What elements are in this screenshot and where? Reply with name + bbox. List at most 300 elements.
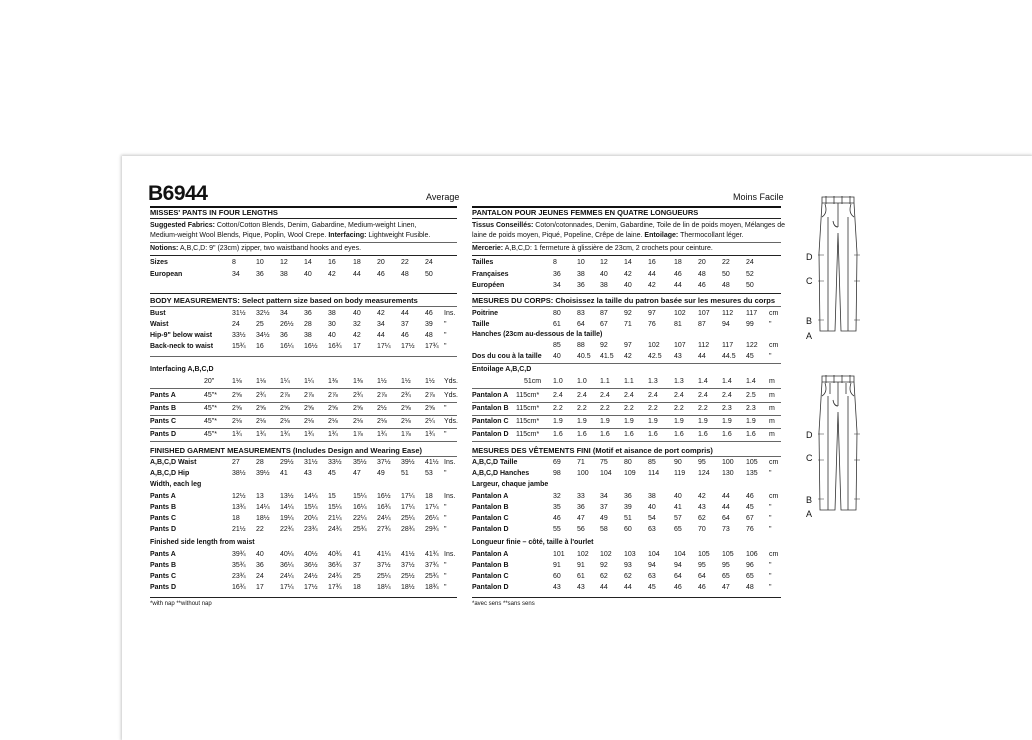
rule — [150, 402, 457, 403]
yardage-unit: " — [444, 431, 447, 438]
side-cell: 37¾ — [425, 562, 439, 569]
longueur-row-label: Pantalon D — [472, 584, 509, 591]
metrage-width: 115cm* — [516, 418, 540, 425]
body-cell: 17¾ — [425, 343, 439, 350]
finished-cell: 35½ — [353, 459, 367, 466]
body-cell: 39 — [425, 321, 433, 328]
yardage-cell: 1¾ — [280, 431, 290, 438]
longueur-cell: 64 — [674, 573, 682, 580]
side-cell: 18 — [353, 584, 361, 591]
body-cell: 48 — [425, 332, 433, 339]
width-cell: 21¼ — [328, 515, 342, 522]
longueur-cell: 104 — [648, 551, 660, 558]
yardage-cell: 2⅛ — [304, 418, 314, 425]
body-cell: 40 — [353, 310, 361, 317]
rule — [472, 441, 781, 442]
largeur-cell: 49 — [600, 515, 608, 522]
fabrics-fr-line2 — [472, 232, 744, 239]
hanches-cell: 112 — [698, 342, 710, 349]
longueur-unit: " — [769, 573, 772, 580]
metrage-cell: 1.6 — [698, 431, 708, 438]
metrage-cell: 1.6 — [746, 431, 756, 438]
mesure-cell: 61 — [553, 321, 561, 328]
yardage-cell: 2⅝ — [256, 405, 266, 412]
entoilage-cell: 1.4 — [722, 378, 732, 385]
width-cell: 24¾ — [328, 526, 342, 533]
largeur-cell: 34 — [600, 493, 608, 500]
metrage-cell: 1.9 — [746, 418, 756, 425]
side-cell: 40½ — [304, 551, 318, 558]
rule — [150, 456, 457, 457]
interfacing-cell: 1⅜ — [328, 378, 338, 385]
metrage-cell: 2.2 — [553, 405, 563, 412]
european-label: European — [150, 271, 183, 278]
body-cell: 30 — [328, 321, 336, 328]
longueur-cell: 44 — [600, 584, 608, 591]
body-row-label: Hip-9" below waist — [150, 332, 213, 339]
metrage-cell: 2.2 — [577, 405, 587, 412]
taille-cell: 12 — [600, 259, 608, 266]
body-cell: 38 — [328, 310, 336, 317]
yardage-cell: 2⅝ — [232, 392, 242, 399]
mesure-cell: 94 — [722, 321, 730, 328]
mesure-row-label: Poitrine — [472, 310, 499, 317]
body-cell: 16¾ — [328, 343, 342, 350]
side-row-label: Pants C — [150, 573, 177, 580]
width-cell: 22¼ — [353, 515, 367, 522]
yardage-cell: 2⅛ — [280, 418, 290, 425]
difficulty-fr: Moins Facile — [733, 192, 784, 202]
entoilage-cell: 1.4 — [746, 378, 756, 385]
rule — [150, 441, 457, 442]
longueur-cell: 94 — [648, 562, 656, 569]
european-size-cell: 38 — [280, 271, 288, 278]
longueur-cell: 105 — [722, 551, 734, 558]
side-cell: 24 — [256, 573, 264, 580]
hanches-cell: 88 — [577, 342, 585, 349]
largeur-unit: " — [769, 515, 772, 522]
taille-cell: 18 — [674, 259, 682, 266]
fabrics-fr — [472, 222, 785, 229]
metrage-unit: m — [769, 431, 775, 438]
francaises-label: Françaises — [472, 271, 509, 278]
rule — [472, 428, 781, 429]
interfacing-label-fr: Entoilage: — [644, 232, 679, 239]
side-row-label: Pants D — [150, 584, 177, 591]
yardage-cell: 2⅞ — [328, 392, 338, 399]
europeen-size-cell: 36 — [577, 282, 585, 289]
yardage-cell: 2½ — [377, 405, 387, 412]
francaise-size-cell: 50 — [722, 271, 730, 278]
longueur-cell: 96 — [746, 562, 754, 569]
metrage-cell: 2.2 — [674, 405, 684, 412]
width-cell: 29¾ — [425, 526, 439, 533]
yardage-width: 45"* — [204, 431, 217, 438]
fini-cell: 75 — [600, 459, 608, 466]
size-cell: 20 — [377, 259, 385, 266]
hanches-cell: 92 — [600, 342, 608, 349]
metrage-cell: 2.3 — [746, 405, 756, 412]
width-cell: 24¼ — [377, 515, 391, 522]
width-cell: 16¾ — [377, 504, 391, 511]
longueur-cell: 106 — [746, 551, 758, 558]
width-row-label: Pants A — [150, 493, 176, 500]
width-cell: 20¼ — [304, 515, 318, 522]
rule — [472, 255, 781, 256]
body-cell: 36 — [280, 332, 288, 339]
mesure-cell: 81 — [674, 321, 682, 328]
side-cell: 18½ — [401, 584, 415, 591]
metrage-cell: 2.2 — [624, 405, 634, 412]
longueur-cell: 91 — [577, 562, 585, 569]
width-cell: 17¼ — [401, 504, 415, 511]
metrage-row-label: Pantalon C — [472, 418, 509, 425]
body-cell: 38 — [304, 332, 312, 339]
largeur-row-label: Pantalon C — [472, 515, 509, 522]
european-size-cell: 44 — [353, 271, 361, 278]
width-cell: 16½ — [377, 493, 391, 500]
rule — [472, 388, 781, 389]
rule — [472, 402, 781, 403]
mesure-cell: 80 — [553, 310, 561, 317]
largeur-cell: 45 — [746, 504, 754, 511]
europeen-size-cell: 40 — [624, 282, 632, 289]
rule — [472, 597, 781, 598]
view-letter-top: A — [806, 331, 813, 341]
yardage-cell: 2⅛ — [377, 418, 387, 425]
body-cell: 33½ — [232, 332, 246, 339]
largeur-cell: 64 — [722, 515, 730, 522]
notions-text: A,B,C,D: 9" (23cm) zipper, two waistband hooks and eyes. — [178, 245, 362, 252]
largeur-cell: 41 — [674, 504, 682, 511]
width-cell: 15¼ — [328, 504, 342, 511]
body-cell: 24 — [232, 321, 240, 328]
largeur-cell: 40 — [648, 504, 656, 511]
largeur-cell: 60 — [624, 526, 632, 533]
metrage-cell: 1.6 — [553, 431, 563, 438]
side-cell: 25 — [353, 573, 361, 580]
yardage-cell: 2¼ — [425, 418, 435, 425]
rule — [150, 356, 457, 357]
finished-cell: 53 — [425, 470, 433, 477]
largeur-row-label: Pantalon B — [472, 504, 509, 511]
dos-cell: 40.5 — [577, 353, 591, 360]
hanches-cell: 107 — [674, 342, 686, 349]
body-cell: 44 — [377, 332, 385, 339]
longueur-cell: 64 — [698, 573, 706, 580]
finished-cell: 29½ — [280, 459, 294, 466]
yardage-width: 45"* — [204, 405, 217, 412]
metrage-cell: 1.6 — [722, 431, 732, 438]
title-rule-bottom — [150, 218, 457, 219]
mesure-unit: cm — [769, 310, 779, 317]
rule — [150, 428, 457, 429]
longueur-cell: 47 — [722, 584, 730, 591]
view-letter-bottom: B — [806, 495, 813, 505]
largeur-cell: 33 — [577, 493, 585, 500]
width-cell: 17¼ — [401, 493, 415, 500]
size-cell: 16 — [328, 259, 336, 266]
interfacing-width: 20" — [204, 378, 215, 385]
european-size-cell: 48 — [401, 271, 409, 278]
european-size-cell: 46 — [377, 271, 385, 278]
width-cell: 28¾ — [401, 526, 415, 533]
largeur-cell: 46 — [746, 493, 754, 500]
side-cell: 40 — [256, 551, 264, 558]
side-cell: 41½ — [401, 551, 415, 558]
taille-cell: 8 — [553, 259, 557, 266]
title-fr: PANTALON POUR JEUNES FEMMES EN QUATRE LONGUEURS — [472, 208, 699, 217]
mesure-cell: 87 — [698, 321, 706, 328]
side-cell: 16¾ — [232, 584, 246, 591]
largeur-cell: 44 — [722, 493, 730, 500]
width-cell: 22 — [256, 526, 264, 533]
metrage-cell: 1.9 — [722, 418, 732, 425]
entoilage-cell: 1.3 — [674, 378, 684, 385]
entoilage-cell: 1.1 — [624, 378, 634, 385]
dos-cell: 40 — [553, 353, 561, 360]
body-cell: 37 — [401, 321, 409, 328]
interfacing-header-en: Interfacing A,B,C,D — [150, 366, 214, 373]
yardage-cell: 2⅞ — [304, 392, 314, 399]
title-en: MISSES' PANTS IN FOUR LENGTHS — [150, 208, 278, 217]
dos-cell: 45 — [746, 353, 754, 360]
interfacing-cell: 1¼ — [280, 378, 290, 385]
yardage-unit: " — [444, 405, 447, 412]
fabrics-en — [150, 222, 417, 229]
body-cell: 32½ — [256, 310, 270, 317]
body-cell: 46 — [425, 310, 433, 317]
yardage-cell: 2⅛ — [256, 418, 266, 425]
finished-row-label: A,B,C,D Hip — [150, 470, 190, 477]
finished-cell: 51 — [401, 470, 409, 477]
longueur-cell: 102 — [600, 551, 612, 558]
europeen-size-cell: 46 — [698, 282, 706, 289]
finished-cell: 49 — [377, 470, 385, 477]
body-cell: 32 — [353, 321, 361, 328]
width-cell: 14¼ — [256, 504, 270, 511]
fabrics-text: Cotton/Cotton Blends, Denim, Gabardine, Medium-weight Linen, — [214, 222, 417, 229]
finished-cell: 45 — [328, 470, 336, 477]
metrage-cell: 1.6 — [577, 431, 587, 438]
european-size-cell: 36 — [256, 271, 264, 278]
largeur-cell: 40 — [674, 493, 682, 500]
yardage-width: 45"* — [204, 392, 217, 399]
largeur-cell: 35 — [553, 504, 561, 511]
yardage-cell: 1¾ — [256, 431, 266, 438]
side-unit: " — [444, 562, 447, 569]
fabrics-label-fr: Tissus Conseillés: — [472, 222, 534, 229]
hanches-cell: 122 — [746, 342, 758, 349]
taille-cell: 10 — [577, 259, 585, 266]
yardage-cell: 1¾ — [328, 431, 338, 438]
entoilage-cell: 1.1 — [600, 378, 610, 385]
finished-unit: " — [444, 470, 447, 477]
finished-cell: 39½ — [256, 470, 270, 477]
notions-label-fr: Mercerie: — [472, 245, 504, 252]
largeur-cell: 44 — [722, 504, 730, 511]
longueur-cell: 46 — [674, 584, 682, 591]
side-cell: 24½ — [304, 573, 318, 580]
longueur-cell: 43 — [553, 584, 561, 591]
largeur-cell: 36 — [577, 504, 585, 511]
sizes-label: Sizes — [150, 259, 168, 266]
metrage-row-label: Pantalon B — [472, 405, 509, 412]
view-letter-top: C — [806, 276, 813, 286]
largeur-unit: " — [769, 504, 772, 511]
entoilage-width: 51cm — [524, 378, 542, 385]
width-cell: 13 — [256, 493, 264, 500]
metrage-cell: 1.9 — [600, 418, 610, 425]
european-size-cell: 50 — [425, 271, 433, 278]
mesure-cell: 87 — [600, 310, 608, 317]
mesure-cell: 107 — [698, 310, 710, 317]
rule — [150, 415, 457, 416]
notions-fr — [472, 245, 713, 252]
dos-label: Dos du cou à la taille — [472, 353, 542, 360]
metrage-cell: 2.4 — [722, 392, 732, 399]
metrage-unit: m — [769, 392, 775, 399]
interfacing-cell: 1½ — [425, 378, 435, 385]
hanches-cell: 97 — [624, 342, 632, 349]
europeen-size-cell: 50 — [746, 282, 754, 289]
width-cell: 15¼ — [353, 493, 367, 500]
finished-title-en: FINISHED GARMENT MEASUREMENTS (Includes Design and Wearing Ease) — [150, 446, 422, 455]
finished-cell: 39½ — [401, 459, 415, 466]
metrage-row-label: Pantalon D — [472, 431, 509, 438]
yardage-row-label: Pants A — [150, 392, 176, 399]
yardage-cell: 1¾ — [377, 431, 387, 438]
pants-back-illustration — [816, 372, 862, 514]
interfacing-label: Interfacing: — [328, 232, 367, 239]
longueur-unit: " — [769, 562, 772, 569]
width-cell: 16¼ — [353, 504, 367, 511]
size-cell: 18 — [353, 259, 361, 266]
longueur-cell: 44 — [624, 584, 632, 591]
side-cell: 39¾ — [232, 551, 246, 558]
body-cell: 16¼ — [280, 343, 294, 350]
mesure-cell: 83 — [577, 310, 585, 317]
yardage-cell: 2⅛ — [328, 418, 338, 425]
longueur-cell: 105 — [698, 551, 710, 558]
fini-cell: 130 — [722, 470, 734, 477]
side-row-label: Pants B — [150, 562, 177, 569]
fini-cell: 109 — [624, 470, 636, 477]
fini-cell: 95 — [698, 459, 706, 466]
francaise-size-cell: 38 — [577, 271, 585, 278]
yardage-cell: 2⅛ — [232, 418, 242, 425]
side-cell: 40¼ — [280, 551, 294, 558]
rule — [472, 415, 781, 416]
metrage-cell: 1.9 — [674, 418, 684, 425]
body-cell: 17½ — [401, 343, 415, 350]
hanches-cell: 85 — [553, 342, 561, 349]
yardage-width: 45"* — [204, 418, 217, 425]
dos-cell: 43 — [674, 353, 682, 360]
width-cell: 17¼ — [425, 504, 439, 511]
yardage-cell: 2⅝ — [425, 405, 435, 412]
body-row-label: Back-neck to waist — [150, 343, 214, 350]
width-header-fr: Largeur, chaque jambe — [472, 481, 549, 488]
side-cell: 17 — [256, 584, 264, 591]
fabrics-en-line2 — [150, 232, 430, 239]
yardage-cell: 1¾ — [425, 431, 435, 438]
taille-cell: 16 — [648, 259, 656, 266]
body-unit: " — [444, 321, 447, 328]
pattern-number: B6944 — [148, 182, 208, 205]
finished-row-label: A,B,C,D Waist — [150, 459, 197, 466]
longueur-unit: cm — [769, 551, 779, 558]
mesure-row-label: Taille — [472, 321, 490, 328]
interfacing-cell: 1½ — [377, 378, 387, 385]
body-cell: 17 — [353, 343, 361, 350]
view-letter-bottom: D — [806, 430, 813, 440]
body-cell: 28 — [304, 321, 312, 328]
mesure-cell: 102 — [674, 310, 686, 317]
largeur-cell: 51 — [624, 515, 632, 522]
side-cell: 18¾ — [425, 584, 439, 591]
side-row-label: Pants A — [150, 551, 176, 558]
longueur-cell: 65 — [722, 573, 730, 580]
longueur-cell: 95 — [698, 562, 706, 569]
metrage-cell: 2.4 — [577, 392, 587, 399]
width-unit: Ins. — [444, 493, 456, 500]
fini-cell: 69 — [553, 459, 561, 466]
europeen-size-cell: 44 — [674, 282, 682, 289]
largeur-cell: 62 — [698, 515, 706, 522]
metrage-width: 115cm* — [516, 405, 540, 412]
largeur-row-label: Pantalon D — [472, 526, 509, 533]
entoilage-cell: 1.4 — [698, 378, 708, 385]
largeur-cell: 46 — [553, 515, 561, 522]
fini-cell: 114 — [648, 470, 660, 477]
body-title-fr: MESURES DU CORPS: Choisissez la taille du patron basée sur les mesures du corps — [472, 296, 776, 305]
fabrics-text-fr-2: laine de poids moyen, Piqué, Popeline, Crêpe de laine. — [472, 232, 645, 239]
europeen-size-cell: 42 — [648, 282, 656, 289]
hanches-label: Hanches (23cm au-dessous de la taille) — [472, 331, 603, 338]
finished-cell: 31½ — [304, 459, 318, 466]
metrage-cell: 1.6 — [648, 431, 658, 438]
fini-cell: 104 — [600, 470, 612, 477]
interfacing-cell: 1½ — [401, 378, 411, 385]
width-cell: 25¼ — [401, 515, 415, 522]
francaise-size-cell: 36 — [553, 271, 561, 278]
yardage-cell: 2¾ — [401, 392, 411, 399]
taille-cell: 20 — [698, 259, 706, 266]
body-cell: 15¾ — [232, 343, 246, 350]
metrage-cell: 2.4 — [648, 392, 658, 399]
yardage-unit: Yds. — [444, 392, 459, 399]
rule — [472, 242, 781, 243]
body-cell: 46 — [401, 332, 409, 339]
side-unit: " — [444, 573, 447, 580]
longueur-cell: 91 — [553, 562, 561, 569]
largeur-cell: 42 — [698, 493, 706, 500]
width-cell: 14¼ — [280, 504, 294, 511]
yardage-cell: 1⅞ — [401, 431, 411, 438]
dos-cell: 42.5 — [648, 353, 662, 360]
largeur-cell: 38 — [648, 493, 656, 500]
hanches-unit: cm — [769, 342, 779, 349]
longueur-row-label: Pantalon A — [472, 551, 509, 558]
width-row-label: Pants C — [150, 515, 177, 522]
longueur-cell: 93 — [624, 562, 632, 569]
fini-row-label: A,B,C,D Taille — [472, 459, 518, 466]
largeur-cell: 57 — [674, 515, 682, 522]
longueur-cell: 62 — [624, 573, 632, 580]
largeur-cell: 54 — [648, 515, 656, 522]
mesure-cell: 67 — [600, 321, 608, 328]
